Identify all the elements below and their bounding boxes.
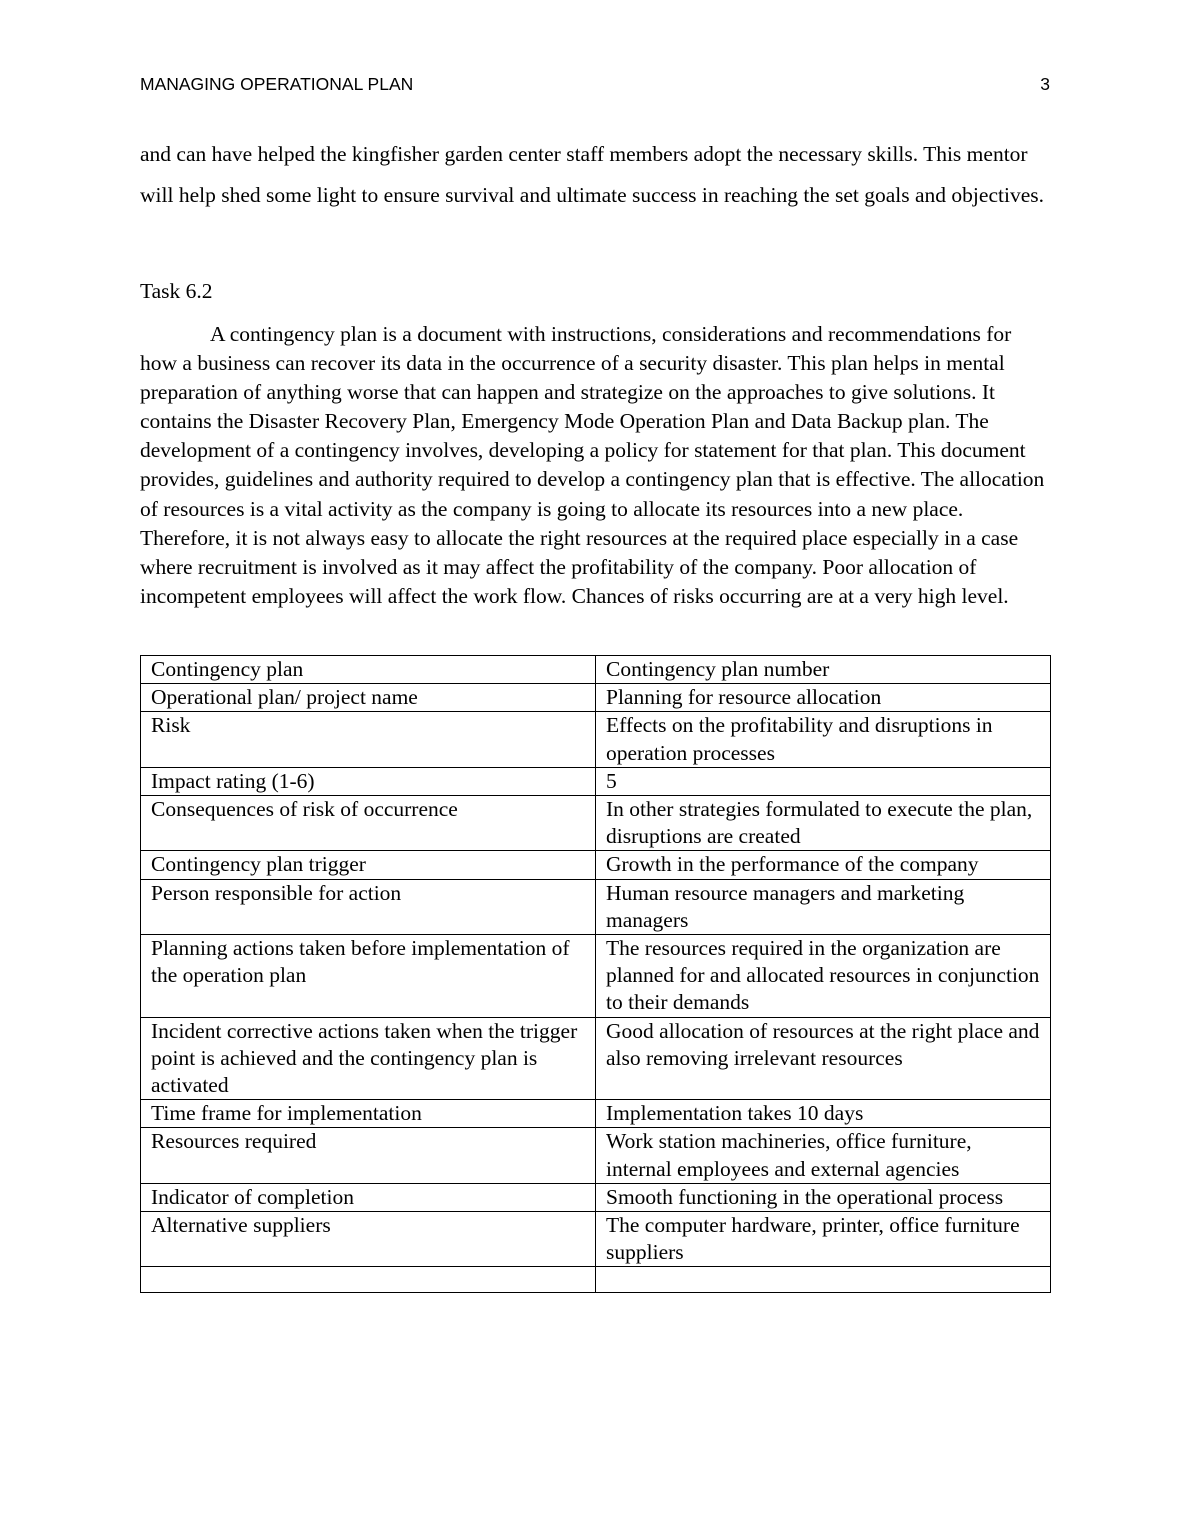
row-value: The computer hardware, printer, office furniture suppliers <box>596 1212 1051 1267</box>
row-label: Impact rating (1-6) <box>141 767 596 795</box>
table-row <box>141 684 1051 712</box>
row-label: Operational plan/ project name <box>141 684 596 712</box>
row-label: Resources required <box>141 1128 596 1183</box>
table-row <box>141 1017 1051 1100</box>
row-label: Contingency plan <box>141 656 596 684</box>
table-row <box>141 1212 1051 1267</box>
running-head-title: MANAGING OPERATIONAL PLAN <box>140 74 414 94</box>
row-value: Effects on the profitability and disruptions in operation processes <box>596 712 1051 767</box>
row-value: Work station machineries, office furniture, internal employees and external agencies <box>596 1128 1051 1183</box>
table-row <box>141 767 1051 795</box>
main-paragraph: A contingency plan is a document with instructions, considerations and recommendations for how a business can recover its data in the occurrence of a security disaster. This plan helps in mental preparation of anything worse that can happen and strategize on the approaches to give solutions. It contains the Disaster Recovery Plan, Emergency Mode Operation Plan and Data Backup plan. The development of a contingency involves, developing a policy for statement for that plan. This document provides, guidelines and authority required to develop a contingency plan that is effective. The allocation of resources is a vital activity as the company is going to allocate its resources into a new place. Therefore, it is not always easy to allocate the right resources at the required place especially in a case where recruitment is involved as it may affect the profitability of the company. Poor allocation of incompetent employees will affect the work flow. Chances of risks occurring are at a very high level. <box>140 322 1045 608</box>
row-value <box>596 1267 1051 1293</box>
table-row <box>141 656 1051 684</box>
row-value: The resources required in the organization are planned for and allocated resources in conjunction to their demands <box>596 935 1051 1018</box>
row-value: Contingency plan number <box>596 656 1051 684</box>
row-value: Planning for resource allocation <box>596 684 1051 712</box>
task-heading: Task 6.2 <box>140 279 213 303</box>
table-row <box>141 796 1051 851</box>
intro-paragraph: and can have helped the kingfisher garden center staff members adopt the necessary skills. This mentor will help shed some light to ensure survival and ultimate success in reaching the set goals and objectives. <box>140 142 1044 207</box>
table-row-empty <box>141 1267 1051 1293</box>
row-value: Human resource managers and marketing managers <box>596 879 1051 934</box>
row-value: Implementation takes 10 days <box>596 1100 1051 1128</box>
row-label: Planning actions taken before implementation of the operation plan <box>141 935 596 1018</box>
row-value: Growth in the performance of the company <box>596 851 1051 879</box>
row-label: Alternative suppliers <box>141 1212 596 1267</box>
row-value: 5 <box>596 767 1051 795</box>
page-number: 3 <box>1040 74 1050 94</box>
table-row <box>141 1100 1051 1128</box>
row-label: Person responsible for action <box>141 879 596 934</box>
row-label: Indicator of completion <box>141 1183 596 1211</box>
row-label: Consequences of risk of occurrence <box>141 796 596 851</box>
row-label <box>141 1267 596 1293</box>
row-label: Incident corrective actions taken when the trigger point is achieved and the contingency plan is activated <box>141 1017 596 1100</box>
table-row <box>141 712 1051 767</box>
row-value: Good allocation of resources at the right place and also removing irrelevant resources <box>596 1017 1051 1100</box>
table-row <box>141 935 1051 1018</box>
table-row <box>141 1183 1051 1211</box>
contingency-plan-table <box>140 655 1051 1293</box>
row-label: Risk <box>141 712 596 767</box>
row-label: Contingency plan trigger <box>141 851 596 879</box>
row-value: In other strategies formulated to execute the plan, disruptions are created <box>596 796 1051 851</box>
running-header <box>140 72 1050 96</box>
row-label: Time frame for implementation <box>141 1100 596 1128</box>
row-value: Smooth functioning in the operational process <box>596 1183 1051 1211</box>
table-row <box>141 879 1051 934</box>
table-row <box>141 1128 1051 1183</box>
table-row <box>141 851 1051 879</box>
